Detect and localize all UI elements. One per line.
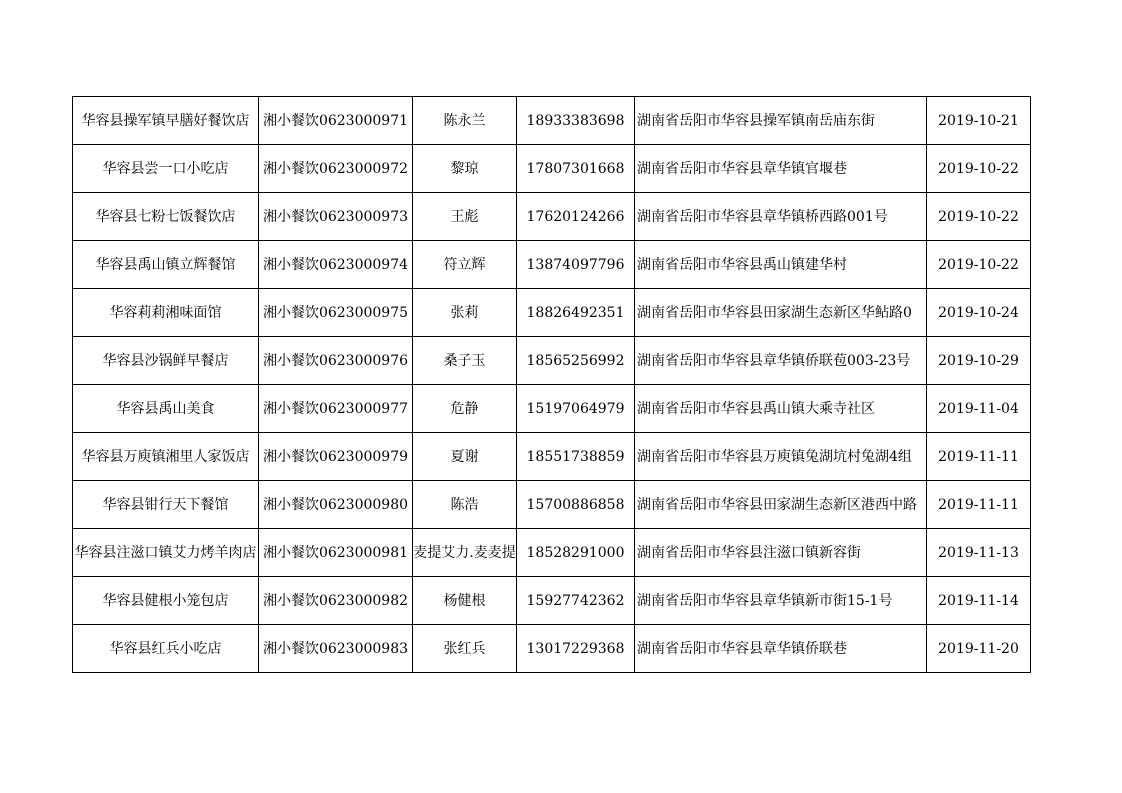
shop-name-cell: 华容县沙锅鲜早餐店 (73, 337, 259, 385)
operator-name-cell: 桑子玉 (413, 337, 517, 385)
address-cell: 湖南省岳阳市华容县章华镇新市街15-1号 (635, 577, 927, 625)
issue-date-cell: 2019-11-04 (927, 385, 1031, 433)
phone-number-cell: 17620124266 (517, 193, 635, 241)
address-cell: 湖南省岳阳市华容县万庾镇兔湖坑村兔湖4组 (635, 433, 927, 481)
operator-name-cell: 黎琼 (413, 145, 517, 193)
phone-number-cell: 15197064979 (517, 385, 635, 433)
operator-name-cell: 杨健根 (413, 577, 517, 625)
operator-name-cell: 麦提艾力.麦麦提 (413, 529, 517, 577)
operator-name-cell: 符立辉 (413, 241, 517, 289)
license-number-cell: 湘小餐饮0623000981 (259, 529, 413, 577)
shop-name-cell: 华容莉莉湘味面馆 (73, 289, 259, 337)
issue-date-cell: 2019-10-22 (927, 241, 1031, 289)
phone-number-cell: 13874097796 (517, 241, 635, 289)
table-row (73, 289, 1031, 337)
license-number-cell: 湘小餐饮0623000979 (259, 433, 413, 481)
phone-number-cell: 17807301668 (517, 145, 635, 193)
issue-date-cell: 2019-11-20 (927, 625, 1031, 673)
issue-date-cell: 2019-11-13 (927, 529, 1031, 577)
table-row (73, 241, 1031, 289)
address-cell: 湖南省岳阳市华容县注滋口镇新容街 (635, 529, 927, 577)
address-cell: 湖南省岳阳市华容县章华镇桥西路001号 (635, 193, 927, 241)
table-row (73, 529, 1031, 577)
license-number-cell: 湘小餐饮0623000974 (259, 241, 413, 289)
table-row (73, 625, 1031, 673)
phone-number-cell: 15927742362 (517, 577, 635, 625)
issue-date-cell: 2019-11-11 (927, 433, 1031, 481)
license-number-cell: 湘小餐饮0623000973 (259, 193, 413, 241)
license-number-cell: 湘小餐饮0623000972 (259, 145, 413, 193)
address-cell: 湖南省岳阳市华容县田家湖生态新区华鲇路0 (635, 289, 927, 337)
shop-name-cell: 华容县健根小笼包店 (73, 577, 259, 625)
operator-name-cell: 陈浩 (413, 481, 517, 529)
phone-number-cell: 13017229368 (517, 625, 635, 673)
license-number-cell: 湘小餐饮0623000983 (259, 625, 413, 673)
table-row (73, 337, 1031, 385)
table-row (73, 145, 1031, 193)
operator-name-cell: 危静 (413, 385, 517, 433)
shop-name-cell: 华容县红兵小吃店 (73, 625, 259, 673)
shop-name-cell: 华容县七粉七饭餐饮店 (73, 193, 259, 241)
address-cell: 湖南省岳阳市华容县章华镇侨联苞003-23号 (635, 337, 927, 385)
address-cell: 湖南省岳阳市华容县章华镇侨联巷 (635, 625, 927, 673)
phone-number-cell: 18528291000 (517, 529, 635, 577)
shop-name-cell: 华容县万庾镇湘里人家饭店 (73, 433, 259, 481)
phone-number-cell: 15700886858 (517, 481, 635, 529)
issue-date-cell: 2019-10-24 (927, 289, 1031, 337)
phone-number-cell: 18933383698 (517, 97, 635, 145)
shop-name-cell: 华容县钳行天下餐馆 (73, 481, 259, 529)
registry-table-body (73, 97, 1031, 673)
table-row (73, 193, 1031, 241)
shop-name-cell: 华容县尝一口小吃店 (73, 145, 259, 193)
registry-table (72, 96, 1031, 673)
table-row (73, 481, 1031, 529)
issue-date-cell: 2019-11-14 (927, 577, 1031, 625)
shop-name-cell: 华容县操军镇早膳好餐饮店 (73, 97, 259, 145)
operator-name-cell: 张红兵 (413, 625, 517, 673)
issue-date-cell: 2019-10-29 (927, 337, 1031, 385)
license-number-cell: 湘小餐饮0623000976 (259, 337, 413, 385)
phone-number-cell: 18565256992 (517, 337, 635, 385)
shop-name-cell: 华容县注滋口镇艾力烤羊肉店 (73, 529, 259, 577)
address-cell: 湖南省岳阳市华容县田家湖生态新区港西中路 (635, 481, 927, 529)
address-cell: 湖南省岳阳市华容县禹山镇大乘寺社区 (635, 385, 927, 433)
issue-date-cell: 2019-10-21 (927, 97, 1031, 145)
shop-name-cell: 华容县禹山美食 (73, 385, 259, 433)
phone-number-cell: 18551738859 (517, 433, 635, 481)
operator-name-cell: 夏谢 (413, 433, 517, 481)
table-row (73, 577, 1031, 625)
issue-date-cell: 2019-11-11 (927, 481, 1031, 529)
address-cell: 湖南省岳阳市华容县操军镇南岳庙东街 (635, 97, 927, 145)
table-row (73, 97, 1031, 145)
license-number-cell: 湘小餐饮0623000977 (259, 385, 413, 433)
license-number-cell: 湘小餐饮0623000971 (259, 97, 413, 145)
shop-name-cell: 华容县禹山镇立辉餐馆 (73, 241, 259, 289)
license-number-cell: 湘小餐饮0623000980 (259, 481, 413, 529)
operator-name-cell: 张莉 (413, 289, 517, 337)
address-cell: 湖南省岳阳市华容县章华镇官堰巷 (635, 145, 927, 193)
operator-name-cell: 王彪 (413, 193, 517, 241)
phone-number-cell: 18826492351 (517, 289, 635, 337)
issue-date-cell: 2019-10-22 (927, 145, 1031, 193)
table-row (73, 385, 1031, 433)
table-row (73, 433, 1031, 481)
operator-name-cell: 陈永兰 (413, 97, 517, 145)
license-number-cell: 湘小餐饮0623000975 (259, 289, 413, 337)
address-cell: 湖南省岳阳市华容县禹山镇建华村 (635, 241, 927, 289)
license-number-cell: 湘小餐饮0623000982 (259, 577, 413, 625)
issue-date-cell: 2019-10-22 (927, 193, 1031, 241)
